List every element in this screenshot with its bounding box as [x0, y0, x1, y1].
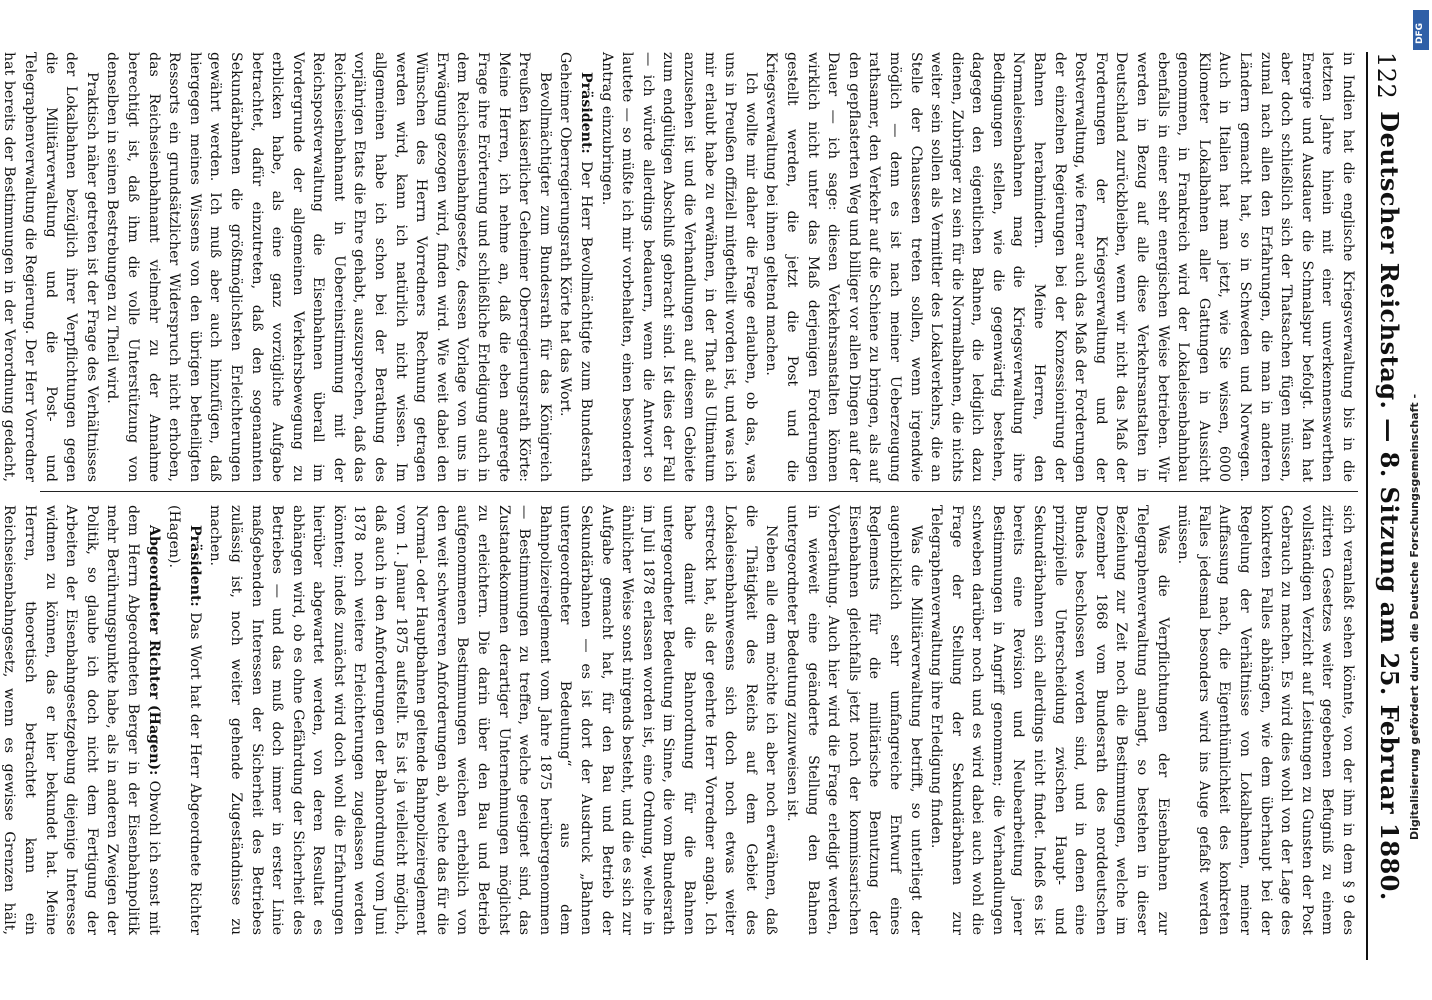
- page-header: [1368, 52, 1404, 960]
- page-number: 122: [1372, 52, 1400, 100]
- speaker-label: Präsident:: [186, 525, 203, 607]
- paragraph: Ich wollte mir daher die Frage erlauben, ob das, was uns in Preußen offiziell mitgetheilt worden ist, und was ich mir erlaubt habe zu erwähnen, in der That als Ultimatum anzusehen ist und die Verhandlungen auf diesem Gebiete zum endgültigen Abschluß gebracht sind. Ist dies der Fall — ich würde allerdings bedauern, wenn die Antwort so lautete — so müßte ich mir vorbehalten, einen besonderen Antrag einzubringen.: [598, 52, 759, 482]
- paragraph: in Indien hat die englische Kriegsverwaltung bis in die letzten Jahre hinein mit einer unverkennenswerthen Energie und Ausdauer die Schmalspur befolgt. Man hat aber doch schließlich sich der Thatsachen fügen müssen, zumal nach allen den Erfahrungen, die man in anderen Ländern gemacht hat, so in Schweden und Norwegen. Auch in Italien hat man jetzt, wie Sie wissen, 6000 Kilometer Lokalbahnen aller Gattungen in Aussicht genommen, in Frankreich wird der Lokaleisenbahnbau ebenfalls in einer sehr energischen Weise betrieben. Wir werden in Bezug auf alle diese Verkehrsanstalten in Deutschland zurückbleiben, wenn wir nicht das Maß der Forderungen der Kriegsverwaltung und der Postverwaltung, wie ferner auch das Maß der Forderungen der einzelnen Regierungen bei der Konzessionirung der Bahnen herabmindern. Meine Herren, den Normaleisenbahnen mag die Kriegsverwaltung ihre Bedingungen stellen, wie die gegenwärtig bestehen, dagegen den eigentlichen Bahnen, die lediglich dazu dienen, Zubringer zu sein für die Normalbahnen, die nichts weiter sein sollen als Vermittler des Lokalverkehrs, die an Stelle der Chausseen treten sollen, wenn irgendwie möglich — denn es ist nach meiner Ueberzeugung rathsamer, den Verkehr auf die Schiene zu bringen, als auf den gepflasterten Weg und billiger vor allen Dingen auf der Dauer — ich sage: diesen Verkehrsanstalten können wirklich nicht unter das Maß derjenigen Forderungen gestellt werden, die jetzt die Post und die Kriegsverwaltung bei ihnen geltend machen.: [763, 52, 1356, 483]
- speaker-label: Abgeordneter Richter (Hagen):: [145, 525, 162, 776]
- paragraph: sich veranlaßt sehen könnte, von der ihm in dem § 9 des zitirten Gesetzes weiter gegebenen Befugniß zu einem vollständigen Verzicht auf Leistungen zu Gunsten der Post Gebrauch zu machen. Es wird dies wohl von der Lage des konkreten Falles abhängen, wie dem überhaupt bei der Regelung der Verhältnisse von Lokalbahnen, meiner Auffassung nach, die Eigenthümlichkeit des konkreten Falles jedesmal besonders wird ins Auge gefaßt werden müssen.: [1175, 505, 1356, 935]
- paragraph: Bevollmächtigter zum Bundesrath für das Königreich Preußen kaiserlicher Geheimer Oberregierungsrath Körte: Meine Herren, ich nehme an, daß die eben angeregte Frage ihre Erörterung und schließliche Erledigung auch in dem Reichseisenbahngesetze, dessen Vorlage von uns in Erwägung gezogen wird, finden wird. Wie weit dabei den Wünschen des Herrn Vorredners Rechnung getragen werden wird, kann ich natürlich nicht wissen. Im allgemeinen habe ich schon bei der Berathung des vorjährigen Etats die Ehre gehabt, auszusprechen, daß das Reichseisenbahnamt in Uebereinstimmung mit der Reichspostverwaltung die Eisenbahnen überall im Vordergrunde der allgemeinen Verkehrsbewegung zu erblicken habe, als eine ganz vorzügliche Aufgabe betrachtet, dafür einzutreten, daß den sogenannten Sekundärbahnen die größtmöglichsten Erleichterungen gewährt werden. Ich muß aber auch hinzufügen, daß hiergegen meines Wissens von den übrigen betheiligten Ressorts ein grundsätzlicher Widerspruch nicht erhoben, das Reichseisenbahnamt vielmehr zu der Annahme berechtigt ist, daß ihm die volle Unterstützung von denselben in seinen Bestrebungen zu Theil wird.: [104, 52, 553, 482]
- column-divider: [40, 491, 1358, 492]
- digitization-credit: [1408, 20, 1426, 980]
- dfg-logo-text: DFG: [1415, 22, 1425, 44]
- paragraph: Präsident: Das Wort hat der Herr Abgeordnete Richter (Hagen).: [166, 505, 203, 935]
- credit-text: Digitalisierung gefördert durch die Deutsche Forschungsgemeinschaft -: [1408, 393, 1421, 840]
- running-title: Deutscher Reichstag. — 8. Sitzung am 25. Februar 1880.: [1375, 111, 1404, 901]
- header-rule: [1366, 52, 1368, 960]
- dfg-logo: [1413, 10, 1429, 50]
- paragraph: Abgeordneter Richter (Hagen): Obwohl ich sonst mit dem Herrn Abgeordneten Berger in der Eisenbahnpolitik mehr Berührungspunkte habe, als in anderen Zweigen der Politik, so glaube ich doch nicht dem Fertigung der Arbeiten der Eisenbahngesetzgebung diejenige Interesse widmen zu können, das er hier bekundet hat. Meine Herren, theoretisch betrachtet kann ein Reichseisenbahngesetz, wenn es gewisse Grenzen hält,: [1, 505, 162, 935]
- paragraph: Was die Militärverwaltung betrifft, so unterliegt der augenblicklich sehr umfangreiche Entwurf eines Reglements für die militärische Benutzung der Eisenbahnen gleichfalls jetzt noch der kommissarischen Vorberathung. Auch hier wird die Frage erledigt werden, in wieweit eine geänderte Stellung den Bahnen untergeordneter Bedeutung zuzuweisen ist.: [783, 505, 924, 935]
- paragraph: Was die Verpflichtungen der Eisenbahnen zur Telegraphenverwaltung anlangt, so bestehen in dieser Beziehung zur Zeit noch die Bestimmungen, welche im Dezember 1868 vom Bundesrath des norddeutschen Bundes beschlossen worden sind, und in denen eine prinzipielle Unterscheidung zwischen Haupt- und Sekundärbahnen sich allerdings nicht findet. Indeß es ist bereits eine Revision und Neubearbeitung jener Bestimmungen in Angriff genommen; die Verhandlungen schweben darüber noch und es wird dabei auch wohl die Frage der Stellung der Sekundärbahnen zur Telegraphenverwaltung ihre Erledigung finden.: [928, 505, 1171, 935]
- paragraph: Praktisch näher getreten ist der Frage des Verhältnisses der Lokalbahnen bezüglich ihrer Verpflichtungen gegen die Militärverwaltung und die Post- und Telegraphenverwaltung die Regierung. Der Herr Vorredner hat bereits der Bestimmungen in der Verordnung gedacht,: [1, 52, 100, 482]
- paragraph: Neben alle dem möchte ich aber noch erwähnen, daß die Thätigkeit des Reichs auf dem Gebiet des Lokaleisenbahnwesens sich doch noch etwas weiter erstreckt hat, als der geehrte Herr Vorredner angab. Ich habe damit die Bahnordnung für die Bahnen untergeordneter Bedeutung im Sinne, die vom Bundesrath im Juli 1878 erlassen worden ist, eine Ordnung, welche in ähnlicher Weise sonst nirgends besteht, und die es sich zur Aufgabe gemacht hat, für den Bau und Betrieb der Sekundärbahnen — es ist dort der Ausdruck „Bahnen untergeordneter Bedeutung“ aus dem Bahnpolizeireglement vom Jahre 1875 herübergenommen — Bestimmungen zu treffen, welche geeignet sind, das Zustandekommen derartiger Unternehmungen möglichst zu erleichtern. Die darin über den Bau und Betrieb aufgenommenen Bestimmungen weichen erheblich von den weit schwereren Anforderungen ab, welche das für die Normal- oder Hauptbahnen geltende Bahnpolizeireglement vom 1. Januar 1875 aufstellt. Es ist ja vielleicht möglich, daß auch in den Anforderungen der Bahnordnung vom Juni 1878 noch weitere Erleichterungen zugelassen werden könnten; indeß zunächst wird doch wohl die Erfahrungen hierüber abgewartet werden, von deren Resultat es abhängen wird, ob es ohne Gefährdung der Sicherheit des Betriebes — und das muß doch immer in erster Linie maßgebenden Interessen der Sicherheit des Betriebes zulässig ist, noch weiter gehende Zugeständnisse zu machen.: [207, 505, 780, 935]
- right-column: [1, 505, 1358, 935]
- left-column: [1, 52, 1358, 483]
- paragraph: Präsident: Der Herr Bevollmächtigte zum Bundesrath Geheimer Oberregierungsrath Körte hat das Wort.: [557, 52, 595, 482]
- speaker-label: Präsident:: [578, 72, 595, 154]
